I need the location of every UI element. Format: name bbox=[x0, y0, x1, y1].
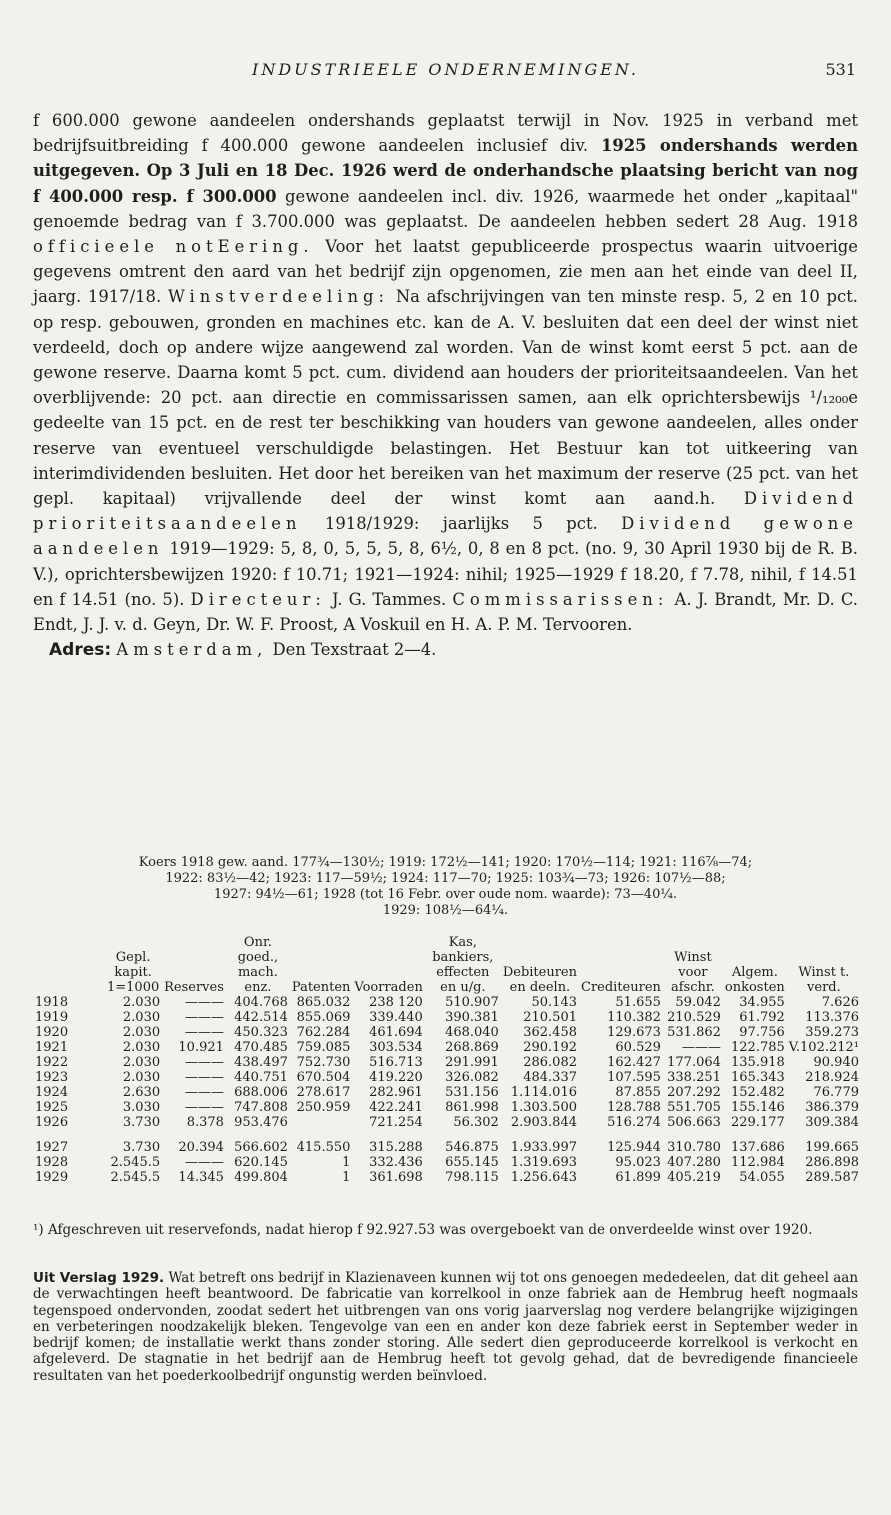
table-cell: 289.587 bbox=[805, 1170, 859, 1185]
table-cell: 107.595 bbox=[607, 1070, 661, 1085]
header-cell: Gepl. kapit. 1=1000 bbox=[107, 950, 160, 995]
table-cell: 332.436 bbox=[369, 1155, 423, 1170]
text-directeur-label: Directeur: bbox=[190, 589, 326, 609]
table-cell: 303.534 bbox=[369, 1040, 423, 1055]
table-cell: 516.274 bbox=[607, 1115, 661, 1130]
table-cell: 177.064 bbox=[667, 1055, 721, 1070]
table-header-row bbox=[33, 935, 861, 995]
table-cell: 865.032 bbox=[296, 995, 351, 1010]
table-cell: 390.381 bbox=[445, 1010, 499, 1025]
table-cell: 282.961 bbox=[369, 1085, 423, 1100]
table-cell: 112.984 bbox=[731, 1155, 785, 1170]
table-cell: 405.219 bbox=[667, 1170, 721, 1185]
text-officieele-notering: officieele notEering. bbox=[33, 237, 314, 257]
table-cell: ——— bbox=[184, 1085, 224, 1100]
table-row bbox=[33, 1025, 861, 1040]
table-cell: 97.756 bbox=[739, 1025, 785, 1040]
table-cell: 752.730 bbox=[296, 1055, 351, 1070]
body-paragraph bbox=[33, 108, 858, 663]
table-cell: 419.220 bbox=[369, 1070, 423, 1085]
table-cell: 250.959 bbox=[296, 1100, 351, 1115]
table-row bbox=[33, 1010, 861, 1025]
table-cell: 135.918 bbox=[731, 1055, 785, 1070]
table-cell: 20.394 bbox=[178, 1140, 224, 1155]
table-cell: ——— bbox=[184, 1155, 224, 1170]
table-cell: 50.143 bbox=[531, 995, 577, 1010]
koers-line: Koers 1918 gew. aand. 177¾—130½; 1919: 172½—141; 1920: 170½—114; 1921: 116⅞—74; bbox=[138, 855, 753, 870]
table-cell: 2.545.5 bbox=[110, 1170, 161, 1185]
table-cell: 2.545.5 bbox=[110, 1155, 161, 1170]
table-cell: ——— bbox=[184, 1025, 224, 1040]
table-cell: 531.862 bbox=[667, 1025, 721, 1040]
running-title: INDUSTRIEELE ONDERNEMINGEN. bbox=[252, 60, 639, 79]
table-cell: 620.145 bbox=[234, 1155, 288, 1170]
table-cell: 2.030 bbox=[122, 1055, 161, 1070]
year-cell: 1920 bbox=[35, 1025, 69, 1040]
table-row bbox=[33, 995, 861, 1010]
table-cell: 137.686 bbox=[731, 1140, 785, 1155]
table-cell: 1 bbox=[342, 1155, 351, 1170]
header-cell: Crediteuren bbox=[581, 980, 661, 995]
text-dividend-gewone: Dividend gewone aandeelen bbox=[33, 514, 858, 559]
koers-line: 1922: 83½—42; 1923: 117—59½; 1924: 117—70; 1925: 103¾—73; 1926: 107½—88; bbox=[165, 871, 726, 886]
koers-block bbox=[33, 855, 858, 919]
koers-line: 1927: 94½—61; 1928 (tot 16 Febr. over oude nom. waarde): 73—40¼. bbox=[213, 887, 678, 902]
text-winstverdeeling: Winstverdeeling: bbox=[167, 287, 390, 307]
table-cell: 721.254 bbox=[369, 1115, 423, 1130]
table-cell: 798.115 bbox=[445, 1170, 499, 1185]
table-row bbox=[33, 1085, 861, 1100]
table-cell: 2.030 bbox=[122, 1070, 161, 1085]
table-row bbox=[33, 1155, 861, 1170]
table-cell: 110.382 bbox=[607, 1010, 661, 1025]
table-cell: 688.006 bbox=[234, 1085, 288, 1100]
table-cell: 470.485 bbox=[234, 1040, 288, 1055]
year-cell: 1918 bbox=[35, 995, 69, 1010]
text-s3: gewone aandeelen incl. div. 1926, waarmede het onder „kapitaal" genoemde bedrag van f 3.700.000 was geplaatst. De aandeelen hebben sedert 28 Aug. 1918 bbox=[33, 186, 859, 231]
table-cell: 3.730 bbox=[122, 1115, 161, 1130]
table-cell: 762.284 bbox=[296, 1025, 351, 1040]
verslag-paragraph bbox=[33, 1270, 858, 1384]
table-cell: 54.055 bbox=[739, 1170, 785, 1185]
table-row bbox=[33, 1115, 861, 1130]
table-cell: 10.921 bbox=[178, 1040, 224, 1055]
table-cell: 8.378 bbox=[186, 1115, 224, 1130]
year-cell: 1921 bbox=[35, 1040, 69, 1055]
table-cell: ——— bbox=[184, 995, 224, 1010]
table-cell: 551.705 bbox=[667, 1100, 721, 1115]
table-cell: 229.177 bbox=[731, 1115, 785, 1130]
header-cell: Kas, bankiers, effecten en u/g. bbox=[432, 935, 494, 995]
table-cell: 468.040 bbox=[445, 1025, 499, 1040]
text-s2-bold: 1925 ondershands werden uitgegeven. Op 3 Juli en 18 Dec. 1926 werd de onderhandsche plaatsing bericht van nog f 400.000 resp. f 300.000 bbox=[33, 136, 858, 206]
table-cell: 747.808 bbox=[234, 1100, 288, 1115]
table-cell: 506.663 bbox=[667, 1115, 721, 1130]
table-cell: 442.514 bbox=[234, 1010, 288, 1025]
table-cell: 199.665 bbox=[805, 1140, 859, 1155]
table-cell: 510.907 bbox=[445, 995, 499, 1010]
table-cell: 670.504 bbox=[296, 1070, 351, 1085]
header-cell: Debiteuren en deeln. bbox=[502, 965, 577, 995]
financial-table bbox=[33, 935, 861, 1185]
table-cell: 315.288 bbox=[369, 1140, 423, 1155]
table-cell: 359.273 bbox=[805, 1025, 859, 1040]
year-cell: 1929 bbox=[35, 1170, 69, 1185]
table-cell: 407.280 bbox=[667, 1155, 721, 1170]
table-cell: 361.698 bbox=[369, 1170, 423, 1185]
table-cell: 1.303.500 bbox=[510, 1100, 577, 1115]
table-cell: 90.940 bbox=[813, 1055, 859, 1070]
table-cell: 461.694 bbox=[369, 1025, 423, 1040]
table-cell: 165.343 bbox=[731, 1070, 785, 1085]
table-cell: 1.114.016 bbox=[510, 1085, 577, 1100]
table-cell: ——— bbox=[184, 1010, 224, 1025]
table-cell: 338.251 bbox=[667, 1070, 721, 1085]
table-cell: 386.379 bbox=[805, 1100, 859, 1115]
text-s11: 1919—1929: 5, 8, 0, 5, 5, 5, 8, 6½, 0, 8 en 8 pct. (no. 9, 30 April 1930 bij de R. B. V.), oprichtersbewijzen 1920: f 10.71; 1921—1924: nihil; 1925—1929 f 18.20, f 7.78, nihil, f 14.51 en f 14.51 (no. 5). bbox=[33, 539, 858, 609]
table-cell: V.102.212¹ bbox=[788, 1040, 859, 1055]
table-cell: ——— bbox=[184, 1100, 224, 1115]
table-cell: 128.788 bbox=[607, 1100, 661, 1115]
table-cell: 2.030 bbox=[122, 1040, 161, 1055]
table-cell: 415.550 bbox=[296, 1140, 351, 1155]
table-cell: 34.955 bbox=[739, 995, 785, 1010]
text-s9: 1918/1929: jaarlijks 5 pct. bbox=[324, 514, 598, 534]
table-cell: 210.529 bbox=[667, 1010, 721, 1025]
year-cell: 1926 bbox=[35, 1115, 69, 1130]
table-cell: 290.192 bbox=[523, 1040, 577, 1055]
table-cell: 326.082 bbox=[445, 1070, 499, 1085]
table-cell: 440.751 bbox=[234, 1070, 288, 1085]
table-cell: 268.869 bbox=[445, 1040, 499, 1055]
text-dividend-prioriteit: Dividend prioriteitsaandeelen bbox=[33, 489, 858, 534]
table-cell: 953.476 bbox=[234, 1115, 288, 1130]
adres-label: Adres: bbox=[49, 640, 112, 661]
table-cell: 113.376 bbox=[805, 1010, 859, 1025]
table-cell: 861.998 bbox=[445, 1100, 499, 1115]
table-cell: 286.898 bbox=[805, 1155, 859, 1170]
year-cell: 1923 bbox=[35, 1070, 69, 1085]
table-cell: 60.529 bbox=[615, 1040, 661, 1055]
table-cell: 286.082 bbox=[523, 1055, 577, 1070]
table-cell: 404.768 bbox=[234, 995, 288, 1010]
header-cell: Reserves bbox=[164, 980, 224, 995]
verslag-section bbox=[33, 1270, 858, 1384]
table-cell: 14.345 bbox=[178, 1170, 224, 1185]
table-cell: 3.730 bbox=[122, 1140, 161, 1155]
table-cell: 422.241 bbox=[369, 1100, 423, 1115]
table-cell: 499.804 bbox=[234, 1170, 288, 1185]
table-cell: 218.924 bbox=[805, 1070, 859, 1085]
text-s1: f 600.000 gewone aandeelen ondershands geplaatst terwijl in Nov. 1925 in verband met bedrijfsuitbreiding f 400.000 gewone aandeelen inclusief div. bbox=[33, 111, 858, 156]
table-cell: 238 120 bbox=[369, 995, 423, 1010]
table-row bbox=[33, 1130, 861, 1155]
text-commissarissen: A. J. Brandt, Mr. D. C. Endt, J. J. v. d. Geyn, Dr. W. F. Proost, A Voskuil en H. A. P. M. Tervooren. bbox=[33, 589, 859, 635]
paragraph-text bbox=[33, 108, 858, 637]
table-cell: 655.145 bbox=[445, 1155, 499, 1170]
koers-line: 1929: 108½—64¼. bbox=[382, 903, 509, 918]
table-cell: ——— bbox=[184, 1055, 224, 1070]
table-cell: 278.617 bbox=[296, 1085, 351, 1100]
table-cell: 7.626 bbox=[821, 995, 859, 1010]
page-number: 531 bbox=[825, 60, 856, 79]
table-cell: 309.384 bbox=[805, 1115, 859, 1130]
table-cell: 484.337 bbox=[523, 1070, 577, 1085]
header-cell bbox=[33, 935, 104, 995]
table-cell: 362.458 bbox=[523, 1025, 577, 1040]
table-cell: 450.323 bbox=[234, 1025, 288, 1040]
table-cell: 61.792 bbox=[739, 1010, 785, 1025]
table-cell: ——— bbox=[681, 1040, 721, 1055]
table-row bbox=[33, 1055, 861, 1070]
header-cell: Winst voor afschr. bbox=[671, 950, 715, 995]
year-cell: 1924 bbox=[35, 1085, 69, 1100]
header-cell: Algem. onkosten bbox=[724, 965, 785, 995]
text-commissarissen-label: Commissarissen: bbox=[452, 589, 669, 609]
table-body bbox=[33, 995, 861, 1185]
table-cell: 2.030 bbox=[122, 1025, 161, 1040]
adres-city: Amsterdam, bbox=[116, 640, 268, 660]
table-cell: 87.855 bbox=[615, 1085, 661, 1100]
year-cell: 1925 bbox=[35, 1100, 69, 1115]
table-cell: 855.069 bbox=[296, 1010, 351, 1025]
header-cell: Winst t. verd. bbox=[798, 965, 850, 995]
table-cell: 310.780 bbox=[667, 1140, 721, 1155]
table-cell: 155.146 bbox=[731, 1100, 785, 1115]
table-row bbox=[33, 1100, 861, 1115]
table-cell: 516.713 bbox=[369, 1055, 423, 1070]
table-cell: 125.944 bbox=[607, 1140, 661, 1155]
table-cell: 122.785 bbox=[731, 1040, 785, 1055]
text-directeur: J. G. Tammes. bbox=[331, 589, 447, 609]
verslag-label: Uit Verslag 1929. bbox=[33, 1270, 165, 1286]
table-cell: 2.630 bbox=[122, 1085, 161, 1100]
year-cell: 1919 bbox=[35, 1010, 69, 1025]
table-cell: 339.440 bbox=[369, 1010, 423, 1025]
year-cell: 1928 bbox=[35, 1155, 69, 1170]
table-cell: ——— bbox=[184, 1070, 224, 1085]
table-cell: 2.030 bbox=[122, 1010, 161, 1025]
year-cell: 1922 bbox=[35, 1055, 69, 1070]
header-cell: Voorraden bbox=[354, 980, 423, 995]
table-cell: 531.156 bbox=[445, 1085, 499, 1100]
table-cell: 1.256.643 bbox=[510, 1170, 577, 1185]
adres-street: Den Texstraat 2—4. bbox=[272, 640, 437, 660]
table-cell: 207.292 bbox=[667, 1085, 721, 1100]
table-cell: 1.933.997 bbox=[510, 1140, 577, 1155]
header-cell: Onr. goed., mach. enz. bbox=[237, 935, 279, 995]
text-s7: Na afschrijvingen van ten minste resp. 5, 2 en 10 pct. op resp. gebouwen, gronden en machines etc. kan de A. V. besluiten dat een deel der winst niet verdeeld, doch op andere wijze aangewend zal worden. Van de winst komt eerst 5 pct. aan de gewone reserve. Daarna komt 5 pct. cum. dividend aan houders der prioriteitsaandeelen. Van het overblijvende: 20 pct. aan directie en commissarissen samen, aan elk oprichtersbewijs ¹/₁₂₀₀e gedeelte van 15 pct. en de rest ter beschikking van houders van gewone aandeelen, alles onder reserve van eventueel verschuldigde belastingen. Het Bestuur kan tot uitkeering van interimdividenden besluiten. Het door het bereiken van het maximum der reserve (25 pct. van het gepl. kapitaal) vrijvallende deel der winst komt aan aand.h. bbox=[33, 287, 858, 509]
table-cell: 129.673 bbox=[607, 1025, 661, 1040]
running-head bbox=[33, 60, 858, 84]
table-cell: 566.602 bbox=[234, 1140, 288, 1155]
table-row bbox=[33, 1070, 861, 1085]
table-cell: 61.899 bbox=[615, 1170, 661, 1185]
table-cell bbox=[290, 1115, 353, 1130]
table-cell: 95.023 bbox=[615, 1155, 661, 1170]
table-cell: 2.030 bbox=[122, 995, 161, 1010]
table-cell: 759.085 bbox=[296, 1040, 351, 1055]
table-row bbox=[33, 1040, 861, 1055]
header-cell: Patenten bbox=[291, 980, 351, 995]
table-cell: 2.903.844 bbox=[510, 1115, 577, 1130]
table-cell: 56.302 bbox=[453, 1115, 499, 1130]
table-cell: 1.319.693 bbox=[510, 1155, 577, 1170]
table-cell: 438.497 bbox=[234, 1055, 288, 1070]
table-cell: 546.875 bbox=[445, 1140, 499, 1155]
footnote: ¹) Afgeschreven uit reservefonds, nadat hierop f 92.927.53 was overgeboekt van de onverdeelde winst over 1920. bbox=[33, 1222, 813, 1238]
verslag-text: Wat betreft ons bedrijf in Klazienaveen kunnen wij tot ons genoegen mededeelen, dat dit geheel aan de verwachtingen heeft beantwoord. De fabricatie van korrelkool in onze fabriek aan de Hembrug heeft nogmaals tegenspoed ondervonden, zoodat sedert het uitbrengen van ons vorig jaarverslag nog verdere belangrijke wijzigingen en verbeteringen noodzakelijk bleken. Tengevolge van een en ander kon deze fabriek eerst in September weder in bedrijf komen; de installatie werkt thans zonder storing. Alle sedert dien geproduceerde korrelkool is verkocht en afgeleverd. De stagnatie in het bedrijf aan de Hembrug heeft tot gevolg gehad, dat de bevredigende financieele resultaten van het poederkoolbedrijf ongunstig werden beïnvloed. bbox=[33, 1270, 859, 1384]
adres-line bbox=[33, 637, 858, 663]
table-cell: 51.655 bbox=[615, 995, 661, 1010]
table-cell: 291.991 bbox=[445, 1055, 499, 1070]
table-cell: 210.501 bbox=[523, 1010, 577, 1025]
table-cell: 152.482 bbox=[731, 1085, 785, 1100]
text-s5: Voor het laatst gepubliceerde prospectus waarin uitvoerige gegevens omtrent den aard van het bedrijf zijn opgenomen, zie men aan het einde van deel II, jaarg. 1917/18. bbox=[33, 237, 858, 307]
table-cell: 1 bbox=[342, 1170, 351, 1185]
table-cell: 76.779 bbox=[813, 1085, 859, 1100]
table-row bbox=[33, 1170, 861, 1185]
year-cell: 1927 bbox=[35, 1140, 69, 1155]
table-cell: 162.427 bbox=[607, 1055, 661, 1070]
table-cell: 59.042 bbox=[675, 995, 721, 1010]
table-cell: 3.030 bbox=[122, 1100, 161, 1115]
